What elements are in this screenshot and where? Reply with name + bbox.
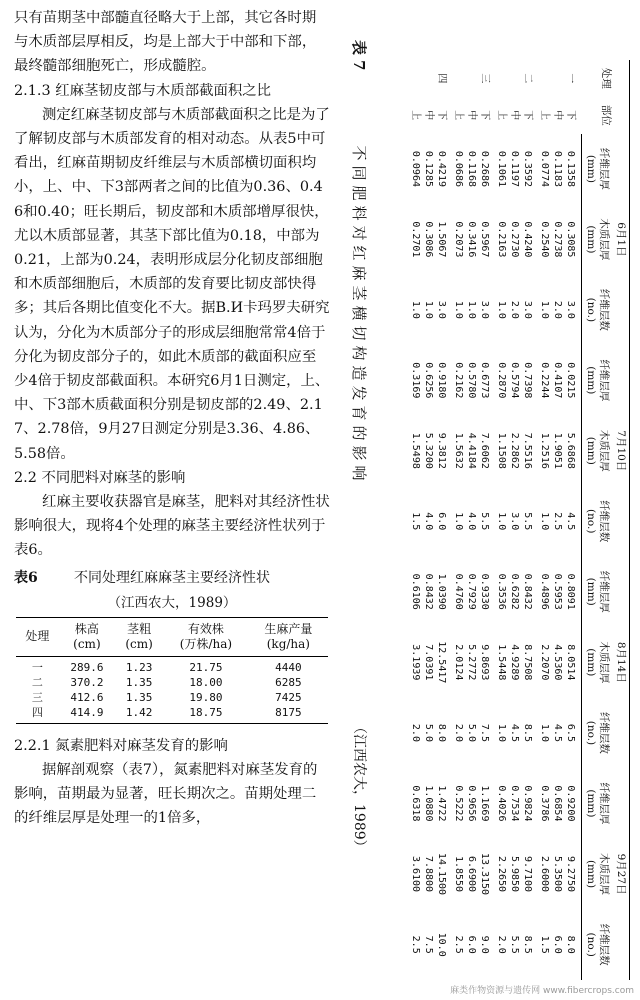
table7-cell: 1.5498 [410, 432, 421, 469]
table6-header: 处理 [16, 617, 59, 656]
table7-cell: 0.3085 [565, 221, 576, 258]
table7-col-part: 部位 [582, 97, 630, 134]
table6-cell: 4440 [275, 660, 302, 674]
table6-body [16, 656, 328, 723]
table7-cell: 1.5 [410, 512, 421, 531]
table6-row [16, 690, 328, 705]
left-column [14, 6, 330, 830]
table7-source: （江西农大，1989） [351, 720, 367, 854]
table7-cell: 1.0 [453, 300, 464, 319]
table7-subheader: 纤维层厚 (mm) [582, 557, 613, 627]
table7-cell: 2.0 [410, 723, 421, 742]
table7-part: 上 [453, 110, 464, 121]
table7-cell: 7.5 [423, 935, 434, 954]
table7-treatment [422, 60, 435, 97]
table7-treatment [538, 60, 551, 97]
table7-part: 中 [423, 110, 434, 121]
table7-cell: 0.1285 [423, 150, 434, 187]
table6-cell: 1.42 [115, 705, 163, 724]
table7-cell: 3.0 [479, 300, 490, 319]
table7-cell: 0.7929 [466, 573, 477, 610]
table7-cell: 5.3200 [423, 432, 434, 469]
table7-cell: 0.9824 [522, 785, 533, 822]
table7-treatment: 一 [565, 73, 577, 84]
table7-subheader: 木质层厚 (mm) [582, 416, 613, 486]
table7-cell: 4.0 [466, 512, 477, 531]
table7-cell: 0.7534 [509, 785, 520, 822]
table7-treatment [508, 60, 521, 97]
table7-cell: 6.5 [565, 723, 576, 742]
table7-cell: 9.7100 [522, 855, 533, 893]
table7-cell: 0.4026 [496, 785, 507, 822]
table7-cell: 4.0 [423, 512, 434, 531]
table7-cell: 2.0 [453, 723, 464, 742]
table7-cell: 1.0 [466, 300, 477, 319]
table6-cell: 7425 [275, 690, 302, 704]
table7-cell: 0.6773 [479, 362, 490, 399]
table7-rotated [340, 0, 636, 1000]
table7-cell: 5.2772 [466, 644, 477, 681]
table6-cell: 289.6 [70, 660, 104, 674]
table7-subheader: 木质层厚 (mm) [582, 839, 613, 910]
section-heading-2-1-3: 2.1.3 红麻茎韧皮部与木质部截面积之比 [14, 82, 272, 99]
table7-cell: 0.4896 [539, 573, 550, 610]
table6-caption [14, 567, 330, 587]
table6-row [16, 675, 328, 690]
table7-cell: 0.5794 [509, 362, 520, 399]
table7-row [508, 60, 521, 980]
table6-cell: 18.75 [163, 705, 249, 724]
table7-cell: 0.4219 [436, 150, 447, 187]
table7-cell: 0.4107 [552, 362, 563, 399]
table7-subheader: 纤维层厚 (mm) [582, 768, 613, 838]
table7-cell: 2.0 [496, 935, 507, 954]
table7-cell: 0.2870 [496, 362, 507, 399]
table7-row [564, 60, 582, 980]
table7-cell: 0.6318 [410, 785, 421, 822]
table7-cell: 0.3169 [410, 362, 421, 399]
table6-cell: 414.9 [59, 705, 116, 724]
table6-label: 表6 [14, 569, 38, 586]
table7-subheader: 木质层厚 (mm) [582, 627, 613, 698]
table7-cell: 1.0 [423, 300, 434, 319]
table6-cell: 三 [31, 690, 43, 704]
table7-cell: 1.0 [539, 300, 550, 319]
table7-row [465, 60, 478, 980]
table7-cell: 12.5417 [436, 641, 447, 684]
table7-cell: 5.0 [466, 723, 477, 742]
table7-cell: 2.2650 [496, 855, 507, 893]
table7-row [422, 60, 435, 980]
table7-cell: 0.9180 [436, 362, 447, 399]
table7-cell: 2.5 [453, 935, 464, 954]
table7-cell: 5.9850 [509, 855, 520, 893]
table7-cell: 14.1500 [436, 852, 447, 896]
table6-cell: 18.00 [189, 675, 223, 689]
table7-cell: 2.0 [509, 300, 520, 319]
table7-cell: 0.2686 [479, 150, 490, 187]
table7-cell: 0.3086 [423, 221, 434, 258]
table7-cell: 7.5516 [522, 432, 533, 469]
table7-cell: 0.2163 [496, 221, 507, 258]
table7-cell: 5.3500 [552, 855, 563, 893]
table7-cell: 4.9289 [509, 644, 520, 681]
table7-cell: 5.5 [479, 512, 490, 531]
table7-part: 下 [565, 110, 577, 121]
table7-cell: 5.5 [509, 935, 520, 954]
table7-cell: 3.0 [565, 300, 576, 319]
table7-cell: 4.4184 [466, 432, 477, 469]
table7-cell: 9.0 [479, 935, 490, 954]
table7-treatment [409, 60, 422, 97]
table7-cell: 0.3536 [496, 573, 507, 610]
table7-cell: 1.5632 [453, 432, 464, 469]
table7-row [521, 60, 538, 980]
table7-cell: 0.3786 [539, 785, 550, 822]
table7-row [409, 60, 422, 980]
table7-cell: 2.5 [552, 512, 563, 531]
table7-part: 中 [552, 110, 563, 121]
table7-cell: 0.3592 [522, 150, 533, 187]
table7-cell: 10.0 [436, 932, 447, 957]
table7-cell: 8.5 [522, 935, 533, 954]
table6-cell: 6285 [275, 675, 302, 689]
table7-subheader-row [582, 60, 613, 980]
table7-part: 上 [539, 110, 550, 121]
table7-treatment: 四 [436, 73, 447, 84]
table7-cell: 9.2750 [565, 855, 576, 893]
table7-subheader: 纤维层数 (no.) [582, 698, 613, 768]
table7-cell: 1.5448 [496, 644, 507, 681]
table7-cell: 0.5780 [466, 362, 477, 399]
table6-row [16, 656, 328, 675]
table7-cell: 0.9330 [479, 573, 490, 610]
paragraph-pith: 只有苗期茎中部髓直径略大于上部，其它各时期与木质部层厚相反，均是上部大于中部和下部，最终髓部细胞死亡，形成髓腔。 [14, 10, 317, 75]
table6-row [16, 705, 328, 724]
table6-cell: 370.2 [70, 675, 104, 689]
table7-row [495, 60, 508, 980]
table7-treatment [465, 60, 478, 97]
table7-cell: 7.8800 [423, 855, 434, 893]
table7-part: 中 [509, 110, 520, 121]
table7-treatment: 二 [522, 73, 533, 84]
table7-cell: 8.0 [436, 723, 447, 742]
table7-cell: 0.0686 [453, 150, 464, 187]
table7-cell: 0.8091 [565, 573, 576, 610]
table7-cell: 4.5360 [552, 644, 563, 681]
table7-treatment [495, 60, 508, 97]
table7-cell: 0.2244 [539, 362, 550, 399]
table7-title: 不同肥料对红麻茎横切构造发育的影响 [350, 145, 368, 486]
table7-cell: 3.0 [509, 512, 520, 531]
table7-subheader: 纤维层数 (no.) [582, 909, 613, 980]
table7-cell: 0.0215 [565, 362, 576, 399]
table7-cell: 0.1168 [466, 150, 477, 187]
table7-cell: 2.0124 [453, 644, 464, 681]
table6-title: 不同处理红麻麻茎主要经济性状 [74, 569, 270, 586]
table7-cell: 0.8432 [522, 573, 533, 610]
table7-cell: 9.8693 [479, 644, 490, 681]
table7-cell: 0.2738 [552, 221, 563, 258]
table7-cell: 1.0 [539, 512, 550, 531]
table6-cell: 1.35 [125, 675, 153, 689]
table7-cell: 0.1061 [496, 150, 507, 187]
table7-cell: 6.0 [436, 512, 447, 531]
table7-subheader: 木质层厚 (mm) [582, 204, 613, 274]
table7-cell: 8.5 [522, 723, 533, 742]
table7-date: 7月10日 [612, 345, 630, 556]
table7-row [435, 60, 452, 980]
table7-cell: 0.6106 [410, 573, 421, 610]
section-heading-2-2: 2.2 不同肥料对麻茎的影响 [14, 469, 186, 486]
table7-cell: 1.5 [539, 935, 550, 954]
table7-cell: 0.0964 [410, 150, 421, 187]
table7-cell: 0.1183 [552, 150, 563, 187]
table7-cell: 2.2862 [509, 432, 520, 469]
table7-cell: 1.2516 [539, 432, 550, 469]
table7-cell: 1.0 [496, 512, 507, 531]
table7-subheader: 纤维层数 (no.) [582, 275, 613, 345]
table7-part: 上 [496, 110, 507, 121]
table7-cell: 0.2540 [539, 221, 550, 258]
table7-cell: 1.1669 [479, 785, 490, 822]
table7-cell: 0.2073 [453, 221, 464, 258]
table7-treatment [551, 60, 564, 97]
table6-cell: 412.6 [70, 690, 104, 704]
table7-cell: 0.6854 [552, 785, 563, 822]
table7-cell: 2.2070 [539, 644, 550, 681]
table7-treatment [452, 60, 465, 97]
table7-cell: 0.0774 [539, 150, 550, 187]
table7-cell: 1.9051 [552, 432, 563, 469]
table7-part: 上 [410, 110, 421, 121]
table7-part: 下 [522, 110, 533, 121]
table7-row [478, 60, 495, 980]
table7-treatment: 三 [479, 73, 490, 84]
table7-cell: 0.5222 [453, 785, 464, 822]
table7-cell: 8.7508 [522, 644, 533, 681]
table7-cell: 5.5 [522, 512, 533, 531]
table7-cell: 1.0 [410, 300, 421, 319]
table6-cell: 19.80 [189, 690, 223, 704]
watermark: 麻类作物资源与遗传网 www.fibercrops.com [450, 986, 634, 996]
paragraph-fertilizer: 红麻主要收获器官是麻茎，肥料对其经济性状影响很大，现将4个处理的麻茎主要经济性状列于表6。 [14, 494, 330, 559]
table7-cell: 0.4760 [453, 573, 464, 610]
table7-subheader: 纤维层数 (no.) [582, 486, 613, 556]
table6-header: 生麻产量 (kg/ha) [249, 617, 328, 656]
table7-cell: 2.5 [410, 935, 421, 954]
table6-cell: 1.35 [125, 690, 153, 704]
table6 [16, 617, 328, 724]
table7-cell: 0.9200 [565, 785, 576, 822]
table7-subheader: 纤维层厚 (mm) [582, 134, 613, 204]
table7-cell: 0.3416 [466, 221, 477, 258]
table6-cell: 21.75 [189, 660, 223, 674]
table6-source: （江西农大，1989） [107, 594, 237, 611]
table7-cell: 0.2701 [410, 221, 421, 258]
table7-cell: 1.0 [453, 512, 464, 531]
table7-cell: 1.0 [496, 300, 507, 319]
table7-cell: 5.6868 [565, 432, 576, 469]
table7-label: 表7 [350, 40, 368, 76]
table7-part: 下 [479, 110, 490, 121]
table7-cell: 1.5067 [436, 221, 447, 258]
table7-col-treatment: 处理 [582, 60, 630, 97]
table7-cell: 0.6282 [509, 573, 520, 610]
table7-cell: 1.0390 [436, 573, 447, 610]
table7-cell: 3.0 [436, 300, 447, 319]
table7-row [538, 60, 551, 980]
section-heading-2-2-1: 2.2.1 氮素肥料对麻茎发育的影响 [14, 737, 228, 754]
table7-cell: 0.9656 [466, 785, 477, 822]
table7-cell: 7.0391 [423, 644, 434, 681]
table6-cell: 1.23 [125, 660, 153, 674]
table7-cell: 1.0880 [423, 785, 434, 822]
table7-row [452, 60, 465, 980]
table7-cell: 7.5 [479, 723, 490, 742]
table7-cell: 2.6000 [539, 855, 550, 893]
table7-cell: 0.6256 [423, 362, 434, 399]
table6-cell: 二 [31, 675, 43, 689]
table7-cell: 0.8432 [423, 573, 434, 610]
table7-cell: 0.2730 [509, 221, 520, 258]
table7-cell: 4.5 [565, 512, 576, 531]
table7-cell: 0.5953 [552, 573, 563, 610]
table7-date: 6月1日 [612, 134, 630, 345]
table6-header: 茎粗 (cm) [115, 617, 163, 656]
table7-cell: 0.1197 [509, 150, 520, 187]
table7-cell: 3.6100 [410, 855, 421, 893]
table7-cell: 1.4722 [436, 785, 447, 822]
paragraph-nitrogen: 据解剖观察（表7），氮素肥料对麻茎发育的影响，苗期最为显著，旺长期次之。苗期处理二的纤维层厚是处理一的1倍多， [14, 761, 318, 827]
table7-cell: 13.3150 [479, 852, 490, 896]
table6-cell: 8175 [249, 705, 328, 724]
table7-cell: 5.0 [423, 723, 434, 742]
table7-cell: 1.0 [496, 723, 507, 742]
table6-cell: 四 [16, 705, 59, 724]
table7-part: 下 [436, 110, 447, 121]
table7-cell: 2.0 [552, 300, 563, 319]
table7-date: 8月14日 [612, 557, 630, 769]
table7-cell: 9.3812 [436, 432, 447, 469]
table7-cell: 3.1939 [410, 644, 421, 681]
table7-cell: 6.0 [552, 935, 563, 954]
table7-cell: 0.2162 [453, 362, 464, 399]
table7-cell: 0.5967 [479, 221, 490, 258]
table7-cell: 6.6900 [466, 855, 477, 893]
table7 [409, 60, 630, 980]
table7-cell: 6.0 [466, 935, 477, 954]
table7-cell: 8.0 [565, 935, 576, 954]
table7-cell: 4.5 [552, 723, 563, 742]
table7-cell: 0.4240 [522, 221, 533, 258]
table7-cell: 0.7398 [522, 362, 533, 399]
table7-panel [340, 0, 636, 1000]
table7-cell: 0.1358 [565, 150, 576, 187]
table7-caption [349, 40, 370, 485]
table7-cell: 4.5 [509, 723, 520, 742]
table7-cell: 8.0514 [565, 644, 576, 681]
table7-row [551, 60, 564, 980]
table7-cell: 1.0 [539, 723, 550, 742]
table7-body [409, 60, 582, 980]
table6-header: 株高 (cm) [59, 617, 116, 656]
table7-cell: 3.0 [522, 300, 533, 319]
table7-subheader: 纤维层厚 (mm) [582, 345, 613, 415]
table6-header: 有效株 (万株/ha) [163, 617, 249, 656]
paragraph-ratio: 测定红麻茎韧皮部与木质部截面积之比是为了了解韧皮部与木质部发育的相对动态。从表5中可看出，红麻苗期韧皮纤维层与木质部横切面积均小，上、中、下3部两者之间的比值为0.36、0.46和0.40；旺长期后，韧皮部和木质部增厚很快，尤以木质部显著，其茎下部比值为0.18，中部为0.21，上部为0.24，表明形成层分化韧皮部细胞和木质部细胞后，木质部的发育要比韧皮部快得多；其后各期比值变化不大。据B.И卡玛罗夫研究认为，分化为木质部分子的形成层细胞常常4倍于分化为韧皮部分子的，如此木质部的截面积应至少4倍于韧皮部截面积。本研究6月1日测定，上、中、下3部木质截面积分别是韧皮部的2.49、2.17、2.78倍，9月27日测定分别是3.36、4.86、5.58倍。 [14, 106, 330, 462]
table7-cell: 1.8550 [453, 855, 464, 893]
table7-date: 9月27日 [612, 768, 630, 980]
table7-part: 中 [466, 110, 477, 121]
table7-cell: 7.6062 [479, 432, 490, 469]
table7-cell: 1.1508 [496, 432, 507, 469]
table6-cell: 一 [31, 660, 43, 674]
